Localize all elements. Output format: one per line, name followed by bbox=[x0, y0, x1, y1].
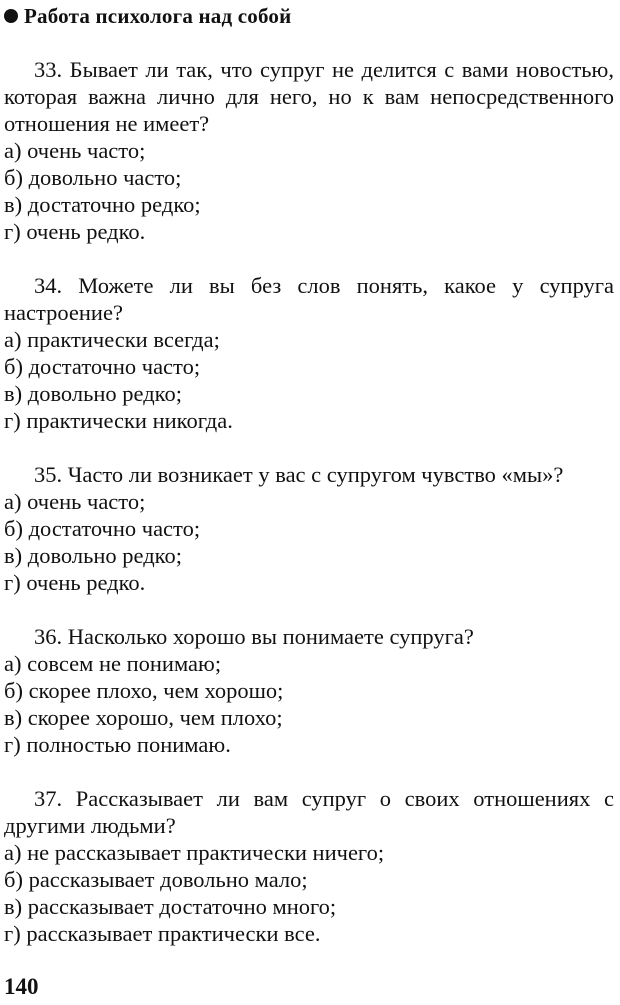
question-33 bbox=[4, 56, 614, 245]
question-35 bbox=[4, 461, 614, 596]
answer-option: в) довольно редко; bbox=[4, 543, 182, 568]
question-37 bbox=[4, 785, 614, 947]
questionnaire bbox=[4, 56, 614, 974]
question-text: 33. Бывает ли так, что супруг не делится с вами новостью, которая важна лично для него, но к вам непосредственного отношения не имеет? bbox=[4, 57, 614, 136]
page-number: 140 bbox=[4, 974, 39, 999]
answer-option: г) очень редко. bbox=[4, 219, 146, 244]
answer-option: б) скорее плохо, чем хорошо; bbox=[4, 678, 284, 703]
answer-option: г) рассказывает практически все. bbox=[4, 921, 321, 946]
question-34 bbox=[4, 272, 614, 434]
answer-option: б) рассказывает довольно мало; bbox=[4, 867, 308, 892]
answer-option: а) практически всегда; bbox=[4, 327, 220, 352]
question-text: 36. Насколько хорошо вы понимаете супруга? bbox=[34, 624, 474, 649]
answer-option: б) достаточно часто; bbox=[4, 354, 201, 379]
answer-option: г) очень редко. bbox=[4, 570, 146, 595]
answer-option: б) достаточно часто; bbox=[4, 516, 201, 541]
answer-option: в) достаточно редко; bbox=[4, 192, 201, 217]
question-text: 37. Рассказывает ли вам супруг о своих отношениях с другими людьми? bbox=[4, 786, 614, 838]
answer-option: а) очень часто; bbox=[4, 138, 146, 163]
answer-option: а) совсем не понимаю; bbox=[4, 651, 222, 676]
question-text: 35. Часто ли возникает у вас с супругом чувство «мы»? bbox=[34, 462, 564, 487]
answer-option: в) рассказывает достаточно много; bbox=[4, 894, 337, 919]
answer-option: а) очень часто; bbox=[4, 489, 146, 514]
answer-option: г) полностью понимаю. bbox=[4, 732, 231, 757]
running-header bbox=[4, 2, 291, 30]
question-text: 34. Можете ли вы без слов понять, какое у супруга настроение? bbox=[4, 273, 614, 325]
header-title: Работа психолога над собой bbox=[24, 3, 292, 28]
answer-option: б) довольно часто; bbox=[4, 165, 182, 190]
bullet-icon bbox=[4, 9, 18, 23]
answer-option: г) практически никогда. bbox=[4, 408, 233, 433]
answer-option: а) не рассказывает практически ничего; bbox=[4, 840, 385, 865]
answer-option: в) скорее хорошо, чем плохо; bbox=[4, 705, 283, 730]
answer-option: в) довольно редко; bbox=[4, 381, 182, 406]
question-36 bbox=[4, 623, 614, 758]
